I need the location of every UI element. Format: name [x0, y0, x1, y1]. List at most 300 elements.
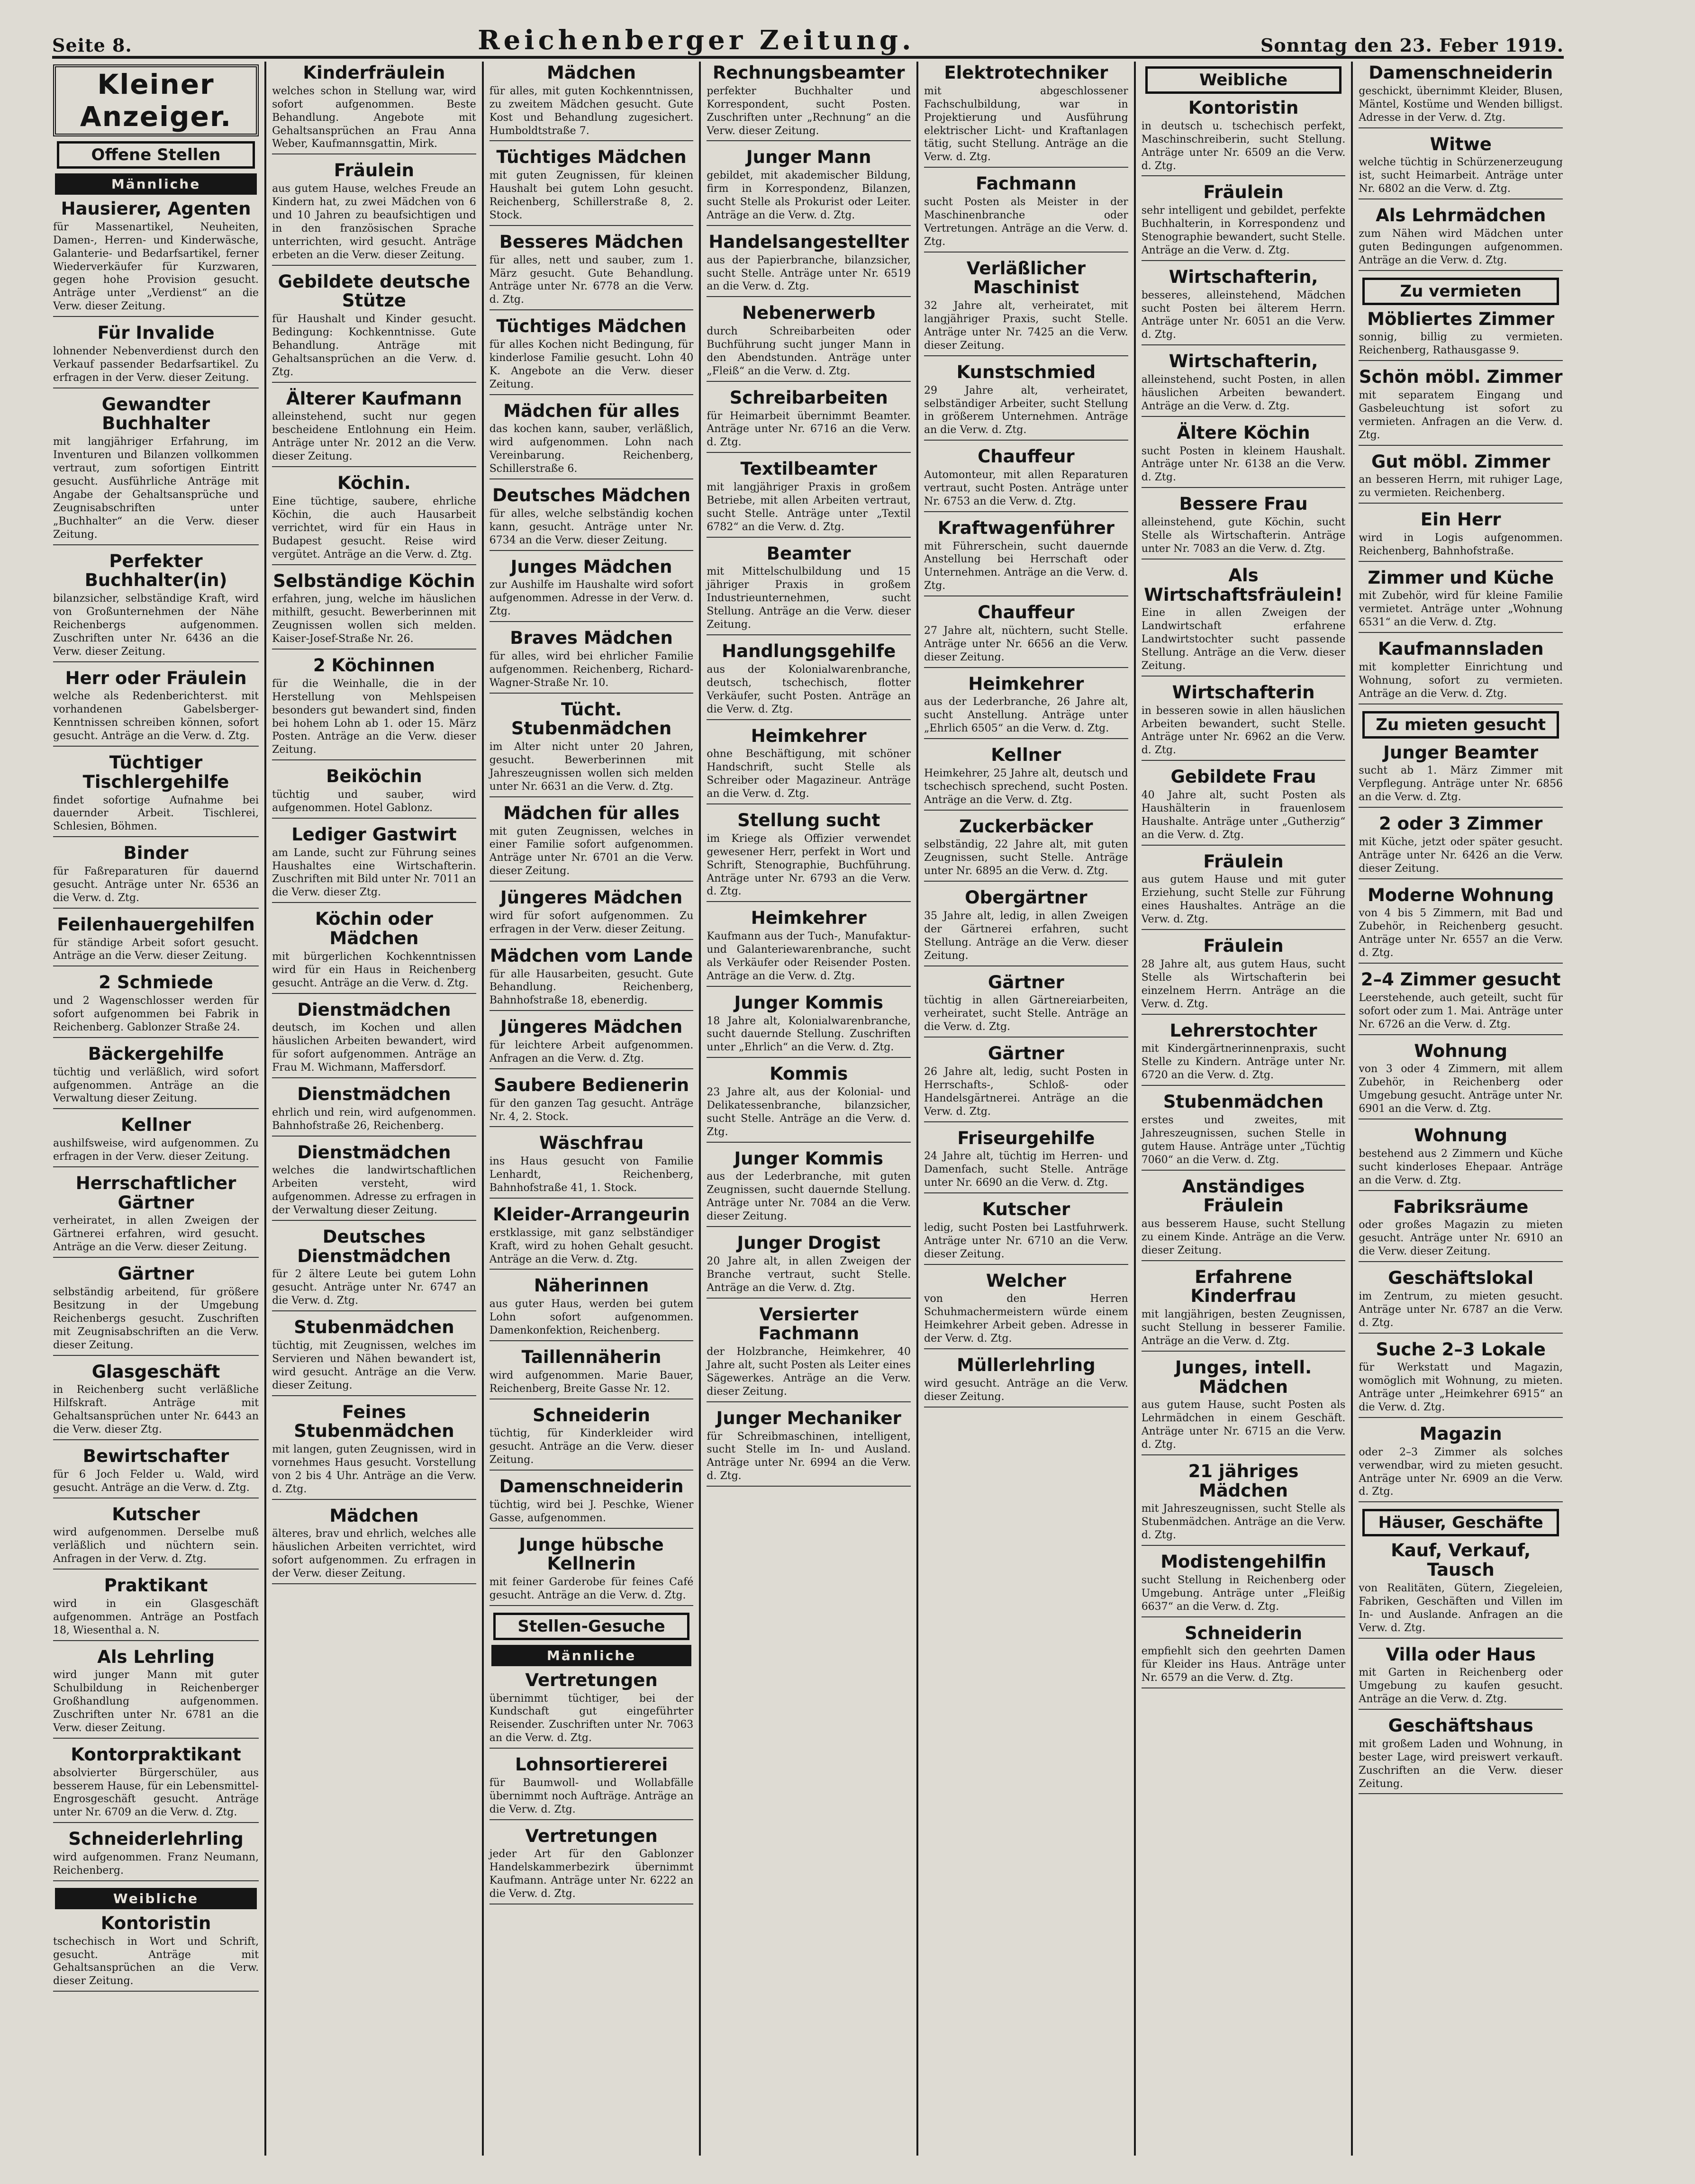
ad-body: von 4 bis 5 Zimmern, mit Bad und Zubehör, in Reichenberg gesucht. Anträge unter Nr. 6557 an die Verw. d. Ztg.: [1359, 907, 1563, 959]
classified-ad: [53, 395, 259, 545]
classified-ad: [53, 1914, 259, 1992]
ad-body: am Lande, sucht zur Führung seines Haushaltes eine Wirtschafterin. Zuschriften mit Bild unter Nr. 7011 an die Verw. dieser Ztg.: [272, 847, 476, 899]
ad-body: oder 2–3 Zimmer als solches verwendbar, wird zu mieten gesucht. Anträge unter Nr. 6909 an die Verw. d. Ztg.: [1359, 1446, 1563, 1498]
classified-ad: [707, 304, 911, 381]
classified-ad: [1142, 1462, 1346, 1546]
ad-heading: Junges Mädchen: [510, 556, 672, 577]
ad-body: mit separatem Eingang und Gasbeleuchtung ist sofort zu vermieten. Anfragen an die Verw. d. Ztg.: [1359, 389, 1563, 441]
ad-body: wird aufgenommen. Derselbe muß verläßlich und nüchtern sein. Anfragen in der Verw. d. Ztg.: [53, 1526, 259, 1565]
ad-body: tschechisch in Wort und Schrift, gesucht. Anträge mit Gehaltsansprüchen an die Verw. dieser Zeitung.: [53, 1935, 259, 1987]
ad-body: bestehend aus 2 Zimmern und Küche sucht kinderloses Ehepaar. Anträge an die Verw. d. Ztg.: [1359, 1147, 1563, 1186]
ad-body: 35 Jahre alt, ledig, in allen Zweigen der Gärtnerei erfahren, sucht Stellung. Anträge an die Verw. dieser Zeitung.: [924, 910, 1128, 962]
ad-body: mit großem Laden und Wohnung, in bester Lage, wird preiswert verkauft. Zuschriften an die Verw. dieser Zeitung.: [1359, 1738, 1563, 1790]
ad-body: selbständig arbeitend, für größere Besitzung in der Umgebung Reichenbergs gesucht. Zuschriften mit Zeugnisabschriften an die Verw. dieser Zeitung.: [53, 1286, 259, 1351]
classified-ad: [489, 63, 694, 141]
classified-ad: [924, 259, 1128, 356]
ad-body: mit Zubehör, wird für kleine Familie vermietet. Anträge unter „Wohnung 6531“ an die Verw. d. Ztg.: [1359, 590, 1563, 629]
ad-heading: Kellner: [991, 745, 1061, 766]
ad-body: sucht Stellung in Reichenberg oder Umgebung. Anträge unter „Fleißig 6637“ an die Verw. d. Ztg.: [1141, 1574, 1346, 1613]
ad-heading: Textilbeamter: [740, 459, 877, 479]
ad-heading: Praktikant: [104, 1575, 208, 1596]
ad-body: tüchtig, wird bei J. Peschke, Wiener Gasse, aufgenommen.: [489, 1498, 694, 1524]
classified-ad: [1359, 569, 1563, 633]
ad-heading: Vertretungen: [525, 1670, 658, 1690]
ad-heading: Kraftwagenführer: [937, 517, 1115, 538]
ad-heading: Kontoristin: [1188, 98, 1299, 118]
ad-heading: Geschäftshaus: [1388, 1715, 1533, 1736]
classified-ad: [489, 233, 694, 310]
ad-body: alleinstehend, sucht nur gegen bescheidene Entlohnung ein Heim. Anträge unter Nr. 2012 an die Verw. dieser Zeitung.: [272, 411, 476, 463]
ad-body: geschickt, übernimmt Kleider, Blusen, Mäntel, Kostüme und Wenden billigst. Adresse in der Verw. d. Ztg.: [1359, 85, 1563, 124]
ad-heading: Stellung sucht: [737, 810, 880, 830]
section-header: Weibliche: [1145, 66, 1342, 94]
classified-ad: [1359, 206, 1563, 271]
ad-heading: Suche 2–3 Lokale: [1376, 1339, 1546, 1360]
ad-heading: Fachmann: [976, 173, 1077, 194]
classified-ad: [1142, 99, 1346, 176]
ad-heading: Gärtner: [988, 1043, 1064, 1064]
classified-ad: [924, 519, 1128, 596]
ad-heading: Nebenerwerb: [742, 303, 876, 324]
ad-heading: Tüchtiges Mädchen: [496, 147, 687, 168]
classified-ad: [1359, 1269, 1563, 1334]
ad-body: sucht ab 1. März Zimmer mit Verpflegung. Anträge unter Nr. 6856 an die Verw. d. Ztg.: [1359, 765, 1563, 803]
ad-body: der Holzbranche, Heimkehrer, 40 Jahre alt, sucht Posten als Leiter eines Sägewerkes. Anträge an die Verw. dieser Zeitung.: [707, 1346, 911, 1398]
ad-body: aus der Lederbranche, 26 Jahre alt, sucht Anstellung. Anträge unter „Ehrlich 6505“ an die Verw. d. Ztg.: [924, 696, 1128, 735]
section-header: Weibliche: [55, 1888, 257, 1909]
classified-ad: [489, 486, 694, 551]
classified-ad: [707, 642, 911, 720]
ad-heading: Chauffeur: [978, 602, 1075, 623]
ad-body: mit langjährigen, besten Zeugnissen, sucht Stellung in besserer Familie. Anträge an die Verw. d. Ztg.: [1141, 1309, 1346, 1347]
classified-ad: [489, 804, 694, 882]
ad-body: mit abgeschlossener Fachschulbildung, war in Projektierung und Ausführung elektrischer Licht- und Kraftanlagen tätig, sucht Stellung. Anträge an die Verw. d. Ztg.: [924, 85, 1128, 163]
ad-heading: Selbständige Köchin: [273, 570, 475, 591]
ad-heading: Kontorpraktikant: [71, 1744, 241, 1765]
ad-heading: Wäschfrau: [539, 1133, 644, 1154]
ad-body: alleinstehend, gute Köchin, sucht Stelle als Wirtschafterin. Anträge unter Nr. 7083 an die Verw. d. Ztg.: [1141, 516, 1346, 555]
section-header: Offene Stellen: [57, 141, 255, 169]
ad-heading: Schneiderin: [1185, 1623, 1302, 1643]
ad-body: ehrlich und rein, wird aufgenommen. Bahnhofstraße 26, Reichenberg.: [272, 1106, 476, 1132]
ad-body: erstes und zweites, mit Jahreszeugnissen, suchen Stelle in gutem Hause. Anträge unter „Tüchtig 7060“ an die Verw. d. Ztg.: [1141, 1114, 1346, 1166]
classified-ad: [489, 629, 694, 694]
classified-ad: [1359, 970, 1563, 1035]
ad-heading: Deutsches Dienstmädchen: [297, 1226, 451, 1266]
ad-body: perfekter Buchhalter und Korrespondent, sucht Posten. Zuschriften unter „Rechnung“ an die Verw. dieser Zeitung.: [707, 85, 911, 137]
classified-ad: [1359, 510, 1563, 562]
ad-heading: Köchin oder Mädchen: [315, 909, 433, 948]
classified-ad: [272, 161, 476, 265]
ad-body: 20 Jahre alt, in allen Zweigen der Branche vertraut, sucht Stelle. Anträge an die Verw. d. Ztg.: [707, 1255, 911, 1294]
ad-heading: Glasgeschäft: [91, 1361, 220, 1382]
classified-ad: [272, 1403, 476, 1500]
classified-ad: [53, 1116, 259, 1167]
ad-body: aus guter Haus, werden bei gutem Lohn sofort aufgenommen. Damenkonfektion, Reichenberg.: [489, 1298, 694, 1336]
classified-ad: [272, 272, 476, 383]
classified-ad: [489, 1018, 694, 1069]
ad-heading: Mädchen für alles: [503, 400, 680, 421]
ad-body: älteres, brav und ehrlich, welches alle häuslichen Arbeiten verrichtet, wird sofort aufgenommen. Zu erfragen in der Verw. dieser Zeitung.: [272, 1528, 476, 1580]
ad-heading: Binder: [123, 843, 189, 864]
ad-heading: Stubenmädchen: [294, 1317, 454, 1338]
ad-heading: Dienstmädchen: [297, 999, 451, 1020]
ad-body: von den Herren Schuhmachermeistern würde einem Heimkehrer Arbeit geben. Adresse in der Verw. d. Ztg.: [924, 1293, 1128, 1345]
ad-heading: Tüchtiger Tischlergehilfe: [82, 752, 229, 792]
classified-ad: [489, 402, 694, 479]
ad-heading: 2–4 Zimmer gesucht: [1360, 969, 1561, 990]
ad-heading: Kontoristin: [100, 1913, 211, 1933]
classified-ad: [489, 1205, 694, 1270]
ad-body: 29 Jahre alt, verheiratet, selbständiger Arbeiter, sucht Stellung in größerem Unternehmen. Anträge an die Verw. d. Ztg.: [924, 384, 1128, 436]
ad-heading: Braves Mädchen: [510, 628, 673, 649]
ad-heading: Handelsangestellter: [708, 231, 909, 252]
classified-ad: [924, 63, 1128, 168]
ad-heading: 21 jähriges Mädchen: [1188, 1461, 1299, 1501]
classified-ad: [272, 1143, 476, 1221]
ad-heading: Fräulein: [1203, 851, 1284, 872]
classified-ad: [1142, 1358, 1346, 1455]
ad-heading: Damenschneiderin: [499, 1476, 684, 1497]
ad-heading: Herr oder Fräulein: [65, 668, 247, 688]
ad-heading: Gut möbl. Zimmer: [1371, 451, 1550, 472]
ad-heading: Rechnungsbeamter: [712, 63, 905, 83]
ad-body: 32 Jahre alt, verheiratet, mit langjähriger Praxis, sucht Stelle. Anträge unter Nr. 7425 an die Verw. dieser Zeitung.: [924, 300, 1128, 352]
ad-heading: Näherinnen: [534, 1275, 649, 1296]
ad-body: Eine tüchtige, saubere, ehrliche Köchin, die auch Hausarbeit verrichtet, wird für ein Haus in Budapest gesucht. Reise wird vergütet. Anträge an die Verw. d. Ztg.: [272, 495, 476, 560]
ad-body: mit langjähriger Praxis in großem Betriebe, mit allen Arbeiten vertraut, sucht Stelle. Anträge unter „Textil 6782“ an die Verw. d. Ztg.: [707, 481, 911, 533]
classified-ad: [53, 973, 259, 1038]
ad-body: tüchtig in allen Gärtnereiarbeiten, verheiratet, sucht Stelle. Anträge an die Verw. d. Ztg.: [924, 994, 1128, 1033]
ad-heading: Anständiges Fräulein: [1182, 1176, 1305, 1216]
ad-heading: Kutscher: [112, 1504, 200, 1525]
ad-heading: Tücht. Stubenmädchen: [511, 699, 672, 739]
ad-body: mit kompletter Einrichtung und Wohnung, sofort zu vermieten. Anträge an die Verw. d. Ztg.: [1359, 661, 1563, 700]
ad-body: mit langen, guten Zeugnissen, wird in vornehmes Haus gesucht. Vorstellung von 2 bis 4 Uhr. Anträge an die Verw. d. Ztg.: [272, 1443, 476, 1495]
classified-ad: [1359, 743, 1563, 808]
ad-heading: 2 Schmiede: [99, 972, 213, 993]
ad-body: für alles, nett und sauber, zum 1. März gesucht. Gute Behandlung. Anträge unter Nr. 6778 an die Verw. d. Ztg.: [489, 254, 694, 306]
classified-ad: [489, 1134, 694, 1199]
ad-heading: Lehrerstochter: [1169, 1020, 1317, 1041]
ad-heading: Ein Herr: [1420, 509, 1501, 530]
classified-ad: [272, 1507, 476, 1584]
ad-body: mit Führerschein, sucht dauernde Anstellung bei Herrschaft oder Unternehmen. Anträge an die Verw. d. Ztg.: [924, 540, 1128, 592]
ad-body: aus besserem Hause, sucht Stellung zu einem Kinde. Anträge an die Verw. dieser Zeitung.: [1141, 1218, 1346, 1256]
ad-heading: Junges, intell. Mädchen: [1175, 1357, 1312, 1397]
ad-heading: 2 Köchinnen: [313, 655, 435, 676]
classified-ad: [272, 910, 476, 993]
section-header: Zu vermieten: [1362, 278, 1559, 305]
classified-ad: [924, 817, 1128, 882]
ad-heading: Deutsches Mädchen: [492, 485, 691, 506]
ad-body: wird gesucht. Anträge an die Verw. dieser Zeitung.: [924, 1377, 1128, 1403]
ad-heading: Junger Mann: [746, 147, 871, 168]
ad-heading: Junger Drogist: [737, 1233, 880, 1254]
classified-ad: [53, 199, 259, 317]
classified-ad: [489, 1535, 694, 1606]
ad-body: für Massenartikel, Neuheiten, Damen-, Herren- und Kinderwäsche, Galanterie- und Bedarfsartikel, ferner Wiederverkäufer für Kurzwaren, gegen hohe Provision gesucht. Anträge unter „Verdienst“ an die Verw. dieser Zeitung.: [53, 221, 259, 313]
ad-body: Kaufmann aus der Tuch-, Manufaktur- und Galanteriewarenbranche, sucht als Verkäufer oder Reisender Posten. Anträge an die Verw. d. Ztg.: [707, 930, 911, 982]
ad-body: übernimmt tüchtiger, bei der Kundschaft gut eingeführter Reisender. Zuschriften unter Nr. 7063 an die Verw. d. Ztg.: [489, 1692, 694, 1744]
classified-ad: [489, 1076, 694, 1128]
ad-heading: Mädchen: [329, 1505, 419, 1526]
classified-ad: [1359, 886, 1563, 964]
ad-heading: Gebildete deutsche Stütze: [278, 271, 471, 311]
classified-ad: [924, 363, 1128, 441]
ad-body: welches die landwirtschaftlichen Arbeiten versteht, wird aufgenommen. Adresse zu erfragen in der Verwaltung dieser Zeitung.: [272, 1164, 476, 1216]
ad-heading: Elektrotechniker: [944, 63, 1108, 83]
classified-ad: [707, 811, 911, 902]
classified-ad: [53, 1648, 259, 1739]
ad-heading: Ältere Köchin: [1177, 422, 1310, 443]
ad-body: in besseren sowie in allen häuslichen Arbeiten bewandert, sucht Stelle. Anträge unter Nr. 6962 an die Verw. d. Ztg.: [1141, 704, 1346, 757]
ad-body: welche tüchtig in Schürzenerzeugung ist, sucht Heimarbeit. Anträge unter Nr. 6802 an die Verw. d. Ztg.: [1359, 156, 1563, 195]
ad-heading: Welcher: [986, 1270, 1066, 1291]
ad-heading: Wirtschafterin,: [1169, 266, 1318, 287]
ad-body: das kochen kann, sauber, verläßlich, wird aufgenommen. Lohn nach Vereinbarung. Reichenberg, Schillerstraße 6.: [489, 423, 694, 475]
classified-ad: [1359, 452, 1563, 504]
classified-ad: [53, 324, 259, 388]
ad-heading: Junger Mechaniker: [716, 1408, 901, 1428]
ad-heading: Fräulein: [334, 160, 415, 181]
classified-ad: [1359, 1716, 1563, 1794]
ad-body: aus gutem Hause, sucht Posten als Lehrmädchen in einem Geschäft. Anträge unter Nr. 6715 an die Verw. d. Ztg.: [1141, 1399, 1346, 1451]
ad-body: erfahren, jung, welche im häuslichen mithilft, gesucht. Bewerberinnen mit Zeugnissen wollen sich melden. Kaiser-Josef-Straße Nr. 26.: [272, 593, 476, 645]
classified-ad: [53, 753, 259, 837]
ad-body: für alles, mit guten Kochkenntnissen, zu zweitem Mädchen gesucht. Gute Kost und Behandlung zugesichert. Humboldtstraße 7.: [489, 85, 694, 137]
classified-ad: [272, 1085, 476, 1137]
ad-heading: Gärtner: [118, 1263, 194, 1284]
classified-ad: [1359, 814, 1563, 879]
ad-heading: Kleider-Arrangeurin: [493, 1204, 690, 1225]
classified-ad: [272, 767, 476, 819]
section-header: Männliche: [55, 173, 257, 195]
classified-ad: [272, 1318, 476, 1396]
ad-heading: Als Wirtschaftsfräulein!: [1144, 565, 1343, 605]
classified-ad: [1359, 63, 1563, 128]
ad-heading: Stubenmädchen: [1163, 1092, 1324, 1112]
classified-ad: [707, 727, 911, 804]
classified-ad: [1142, 268, 1346, 345]
classified-ad: [924, 1200, 1128, 1265]
ad-body: mit langjähriger Erfahrung, im Inventuren und Bilanzen vollkommen vertraut, zum sofortigen Eintritt gesucht. Ausführliche Anträge mit Angabe der Gehaltsansprüche und Zeugnisabschriften unter „Buchhalter“ an die Verw. dieser Zeitung.: [53, 436, 259, 541]
ad-body: zur Aushilfe im Haushalte wird sofort aufgenommen. Adresse in der Verw. d. Ztg.: [489, 579, 694, 618]
ad-heading: Perfekter Buchhalter(in): [84, 551, 227, 591]
ad-body: bilanzsicher, selbständige Kraft, wird von Großunternehmen der Nähe Reichenbergs aufgenommen. Zuschriften unter Nr. 6436 an die Verw. dieser Zeitung.: [53, 593, 259, 658]
ad-heading: Friseurgehilfe: [957, 1128, 1095, 1148]
ad-body: mit Garten in Reichenberg oder Umgebung zu kaufen gesucht. Anträge an die Verw. d. Ztg.: [1359, 1667, 1563, 1706]
ad-heading: Verläßlicher Maschinist: [966, 258, 1086, 298]
ad-body: in deutsch u. tschechisch perfekt, Maschinschreiberin, sucht Stellung. Anträge unter Nr. 6509 an die Verw. d. Ztg.: [1141, 120, 1346, 172]
classified-ad: [707, 233, 911, 298]
ad-body: erstklassige, mit ganz selbständiger Kraft, wird zu hohen Gehalt gesucht. Anträge an die Verw. d. Ztg.: [489, 1227, 694, 1265]
ad-body: Leerstehende, auch geteilt, sucht für sofort oder zum 1. Mai. Anträge unter Nr. 6726 an die Verw. d. Ztg.: [1359, 992, 1563, 1030]
classified-ad: [272, 389, 476, 467]
ad-body: empfiehlt sich den geehrten Damen für Kleider ins Haus. Anträge unter Nr. 6579 an die Verw. d. Ztg.: [1141, 1645, 1346, 1684]
column-3: [482, 62, 699, 2156]
classified-ad: [489, 1477, 694, 1529]
classified-ad: [1359, 640, 1563, 704]
classified-ad: [707, 1065, 911, 1142]
classified-ad: [924, 447, 1128, 512]
ad-body: aus der Lederbranche, mit guten Zeugnissen, sucht dauernde Stellung. Anträge unter Nr. 7084 an die Verw. dieser Zeitung.: [707, 1171, 911, 1223]
ad-body: und 2 Wagenschlosser werden für sofort aufgenommen bei Fabrik in Reichenberg. Gablonzer Straße 24.: [53, 995, 259, 1033]
classified-ad: [53, 669, 259, 747]
classified-ad: [272, 474, 476, 565]
classified-ad: [707, 993, 911, 1058]
classified-ad: [489, 148, 694, 226]
ad-heading: Chauffeur: [978, 446, 1075, 467]
ad-body: für 2 ältere Leute bei gutem Lohn gesucht. Anträge unter Nr. 6747 an die Verw. d. Ztg.: [272, 1268, 476, 1307]
ad-body: Heimkehrer, 25 Jahre alt, deutsch und tschechisch sprechend, sucht Posten. Anträge an die Verw. d. Ztg.: [924, 767, 1128, 806]
ad-body: wird junger Mann mit guter Schulbildung in Reichenberger Großhandlung aufgenommen. Zuschriften unter Nr. 6781 an die Verw. dieser Zeitung.: [53, 1669, 259, 1734]
classified-ad: [707, 148, 911, 226]
ad-body: aus gutem Hause, welches Freude an Kindern hat, zu zwei Mädchen von 6 und 10 Jahren zu beaufsichtigen und in den französischen Sprache unterrichten, wird gesucht. Anträge erbeten an die Verw. dieser Zeitung.: [272, 183, 476, 261]
ad-body: für alles, wird bei ehrlicher Familie aufgenommen. Reichenberg, Richard-Wagner-Straße Nr. 10.: [489, 650, 694, 689]
ad-body: aushilfsweise, wird aufgenommen. Zu erfragen in der Verw. dieser Zeitung.: [53, 1137, 259, 1163]
classified-ad: [272, 63, 476, 154]
ad-heading: Besseres Mädchen: [499, 231, 684, 252]
ad-body: für ständige Arbeit sofort gesucht. Anträge an die Verw. dieser Zeitung.: [53, 937, 259, 962]
ad-body: mit Kindergärtnerinnenpraxis, sucht Stelle zu Kindern. Anträge unter Nr. 6720 an die Verw. d. Ztg.: [1141, 1043, 1346, 1082]
ad-heading: Köchin.: [337, 473, 411, 494]
classified-ad: [489, 1276, 694, 1341]
page-number: Seite 8.: [52, 35, 132, 56]
ad-body: für den ganzen Tag gesucht. Anträge Nr. 4, 2. Stock.: [489, 1097, 694, 1123]
ad-heading: Kauf, Verkauf, Tausch: [1391, 1540, 1531, 1580]
ad-body: für Faßreparaturen für dauernd gesucht. Anträge unter Nr. 6536 an die Verw. d. Ztg.: [53, 866, 259, 904]
ad-body: 23 Jahre alt, aus der Kolonial- und Delikatessenbranche, bilanzsicher, sucht Stelle. Anträge an die Verw. d. Ztg.: [707, 1086, 911, 1138]
ad-heading: Mädchen: [547, 63, 636, 83]
classified-ad: [53, 1264, 259, 1355]
ad-heading: Möbliertes Zimmer: [1367, 308, 1555, 329]
ad-heading: Beiköchin: [326, 766, 422, 787]
ad-heading: Gärtner: [988, 972, 1064, 993]
ad-heading: Für Invalide: [97, 323, 215, 343]
ad-body: tüchtig und verläßlich, wird sofort aufgenommen. Anträge an die Verwaltung dieser Zeitung.: [53, 1066, 259, 1105]
ad-body: aus gutem Hause und mit guter Erziehung, sucht Stelle zur Führung eines Haushaltes. Anträge an die Verw. d. Ztg.: [1141, 874, 1346, 926]
ad-body: 28 Jahre alt, aus gutem Haus, sucht Stelle als Wirtschafterin bei einzelnem Herrn. Anträge an die Verw. d. Ztg.: [1141, 958, 1346, 1010]
classified-ad: [1142, 352, 1346, 417]
classified-ad: [272, 572, 476, 650]
column-4: [699, 62, 916, 2156]
ad-body: deutsch, im Kochen und allen häuslichen Arbeiten bewandert, wird für sofort aufgenommen. Anträge an Frau M. Wichmann, Maffersdorf.: [272, 1022, 476, 1074]
classified-ad: [1142, 937, 1346, 1014]
ad-heading: Dienstmädchen: [297, 1142, 451, 1163]
ad-heading: Obergärtner: [965, 887, 1088, 908]
classified-ad: [1142, 1177, 1346, 1261]
classified-ad: [1359, 310, 1563, 361]
ad-body: im Kriege als Offizier verwendet gewesener Herr, perfekt in Wort und Schrift, Stenographie, Buchführung. Anträge unter Nr. 6793 an die Verw. d. Ztg.: [707, 832, 911, 898]
ad-heading: Heimkehrer: [751, 908, 867, 929]
ad-body: wird in ein Glasgeschäft aufgenommen. Anträge an Postfach 18, Wiesenthal a. N.: [53, 1597, 259, 1636]
section-title: Kleiner Anzeiger.: [53, 64, 259, 136]
classified-ad: [1142, 1268, 1346, 1352]
ad-heading: Fräulein: [1203, 936, 1284, 957]
ad-body: ins Haus gesucht von Familie Lenhardt, Reichenberg, Bahnhofstraße 41, 1. Stock.: [489, 1155, 694, 1194]
ad-heading: Dienstmädchen: [297, 1083, 451, 1104]
ad-heading: Magazin: [1419, 1423, 1502, 1444]
ad-heading: Taillennäherin: [521, 1346, 662, 1367]
ad-body: im Zentrum, zu mieten gesucht. Anträge unter Nr. 6787 an die Verw. d. Ztg.: [1359, 1290, 1563, 1329]
classified-ad: [1142, 767, 1346, 845]
classified-ad: [53, 1045, 259, 1110]
ad-body: lohnender Nebenverdienst durch den Verkauf passender Bedarfsartikel. Zu erfragen in der Verw. dieser Zeitung.: [53, 345, 259, 384]
classified-ad: [53, 1745, 259, 1823]
classified-ad: [707, 63, 911, 141]
classified-ad: [489, 1406, 694, 1471]
ad-body: sucht Posten in kleinem Haushalt. Anträge unter Nr. 6138 an die Verw. d. Ztg.: [1141, 445, 1346, 484]
classified-ad: [489, 558, 694, 623]
ad-heading: Zimmer und Küche: [1368, 567, 1554, 588]
ad-body: für Haushalt und Kinder gesucht. Bedingung: Kochkenntnisse. Gute Behandlung. Anträge mit Gehaltsansprüchen an die Verw. d. Ztg.: [272, 313, 476, 378]
ad-body: mit guten Zeugnissen, für kleinen Haushalt bei gutem Lohn gesucht. Reichenberg, Schillerstraße 8, 2. Stock.: [489, 170, 694, 221]
ad-body: welche als Redenberichterst. mit vorhandenen Gabelsberger-Kenntnissen schreiben können, sofort gesucht. Anträge an die Verw. d. Ztg.: [53, 690, 259, 742]
ad-body: wird aufgenommen. Franz Neumann, Reichenberg.: [53, 1851, 259, 1877]
ad-body: von Realitäten, Gütern, Ziegeleien, Fabriken, Geschäften und Villen im In- und Auslande. Anfragen an die Verw. d. Ztg.: [1359, 1582, 1563, 1634]
classified-ad: [272, 1227, 476, 1311]
classified-ad: [707, 544, 911, 635]
ad-heading: Junger Kommis: [734, 1148, 883, 1169]
ad-heading: Fabriksräume: [1393, 1196, 1529, 1217]
ad-body: für Werkstatt und Magazin, womöglich mit Wohnung, zu mieten. Anträge unter „Heimkehrer 6915“ an die Verw. d. Ztg.: [1359, 1362, 1563, 1413]
classified-ad: [489, 1348, 694, 1399]
classified-ad: [53, 1576, 259, 1641]
ad-body: alleinstehend, sucht Posten, in allen häuslichen Arbeiten bewandert. Anträge an die Verw. d. Ztg.: [1141, 374, 1346, 412]
classified-ad: [707, 460, 911, 537]
ad-heading: Modistengehilfin: [1160, 1552, 1326, 1572]
classified-ad: [1359, 1198, 1563, 1263]
ad-body: selbständig, 22 Jahre alt, mit guten Zeugnissen, sucht Stelle. Anträge unter Nr. 6895 an die Verw. d. Ztg.: [924, 839, 1128, 877]
ad-heading: Witwe: [1430, 134, 1492, 154]
ad-body: in Reichenberg sucht verläßliche Hilfskraft. Anträge mit Gehaltsansprüchen unter Nr. 6443 an die Verw. dieser Ztg.: [53, 1384, 259, 1435]
ad-heading: Vertretungen: [525, 1825, 658, 1846]
ad-body: welches schon in Stellung war, wird sofort aufgenommen. Beste Behandlung. Angebote mit Gehaltsansprüchen an Frau Anna Weber, Kaufmannsgattin, Mirk.: [272, 85, 476, 150]
ad-heading: Kutscher: [982, 1199, 1070, 1220]
column-5: [916, 62, 1134, 2156]
column-6: [1134, 62, 1351, 2156]
ad-heading: 2 oder 3 Zimmer: [1379, 813, 1543, 834]
ad-heading: Bewirtschafter: [82, 1445, 229, 1466]
classified-ad: [489, 1671, 694, 1749]
page-header: [52, 27, 1564, 59]
classified-ad: [1359, 368, 1563, 445]
ad-heading: Gebildete Frau: [1170, 767, 1316, 787]
ad-body: verheiratet, in allen Zweigen der Gärtnerei erfahren, wird gesucht. Anträge an die Verw. dieser Zeitung.: [53, 1215, 259, 1254]
ad-body: Eine in allen Zweigen der Landwirtschaft erfahrene Landwirtstochter sucht passende Stellung. Anträge an die Verw. dieser Zeitung.: [1141, 607, 1346, 672]
ad-heading: Wirtschafterin,: [1169, 351, 1318, 372]
ad-heading: Versierter Fachmann: [758, 1304, 859, 1344]
classified-ad: [1142, 852, 1346, 930]
ad-body: für Baumwoll- und Wollabfälle übernimmt noch Aufträge. Anträge an die Verw. d. Ztg.: [489, 1777, 694, 1815]
ad-heading: Wohnung: [1414, 1040, 1508, 1061]
ad-body: wird aufgenommen. Marie Bauer, Reichenberg, Breite Gasse Nr. 12.: [489, 1369, 694, 1395]
ad-heading: Kaufmannsladen: [1378, 639, 1544, 659]
classified-ad: [924, 746, 1128, 811]
classified-ad: [1359, 1042, 1563, 1119]
ad-heading: Bessere Frau: [1179, 494, 1308, 514]
ad-heading: Beamter: [766, 543, 851, 564]
classified-ad: [489, 888, 694, 940]
classified-ad: [1359, 1425, 1563, 1502]
ad-body: oder großes Magazin zu mieten gesucht. Anträge unter Nr. 6910 an die Verw. dieser Zeitung.: [1359, 1219, 1563, 1258]
classified-ad: [924, 973, 1128, 1038]
ad-heading: Jüngeres Mädchen: [500, 887, 683, 908]
ad-heading: Als Lehrmädchen: [1376, 205, 1546, 226]
classified-ad: [1142, 1092, 1346, 1170]
classified-ad: [53, 1363, 259, 1440]
